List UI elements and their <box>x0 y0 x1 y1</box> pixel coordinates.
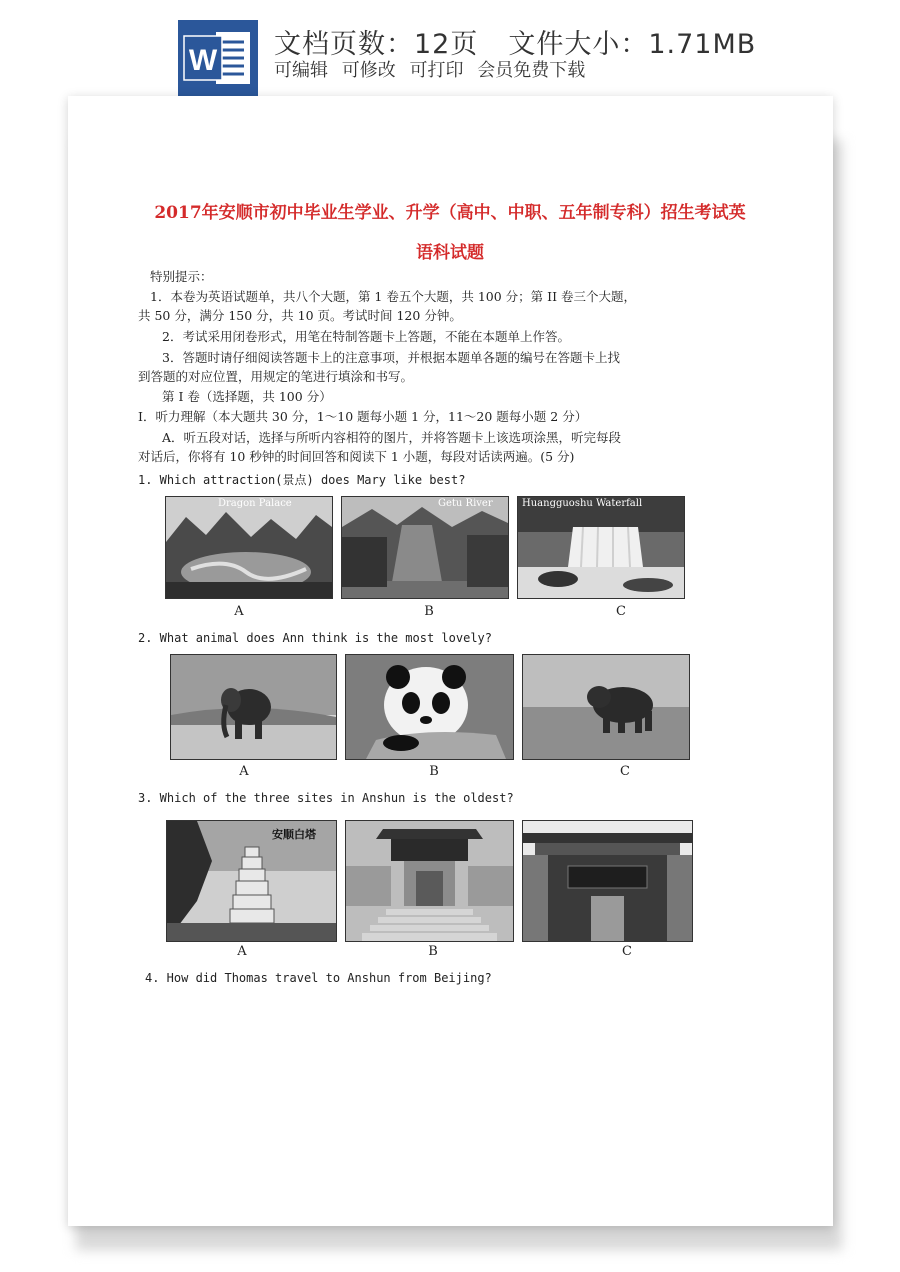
photo-dragon-palace <box>165 496 333 599</box>
svg-text:W: W <box>188 44 218 77</box>
section-heading: 第 I 卷（选择题，共 100 分） <box>162 389 332 404</box>
note-1a: 1．本卷为英语试题单，共八个大题，第 1 卷五个大题，共 100 分；第 II 卷三个大题， <box>150 289 636 304</box>
q3-option-a: A <box>237 944 247 959</box>
q2-option-c: C <box>620 764 630 779</box>
caption-huangguoshu-waterfall: Huangguoshu Waterfall <box>522 498 643 509</box>
download-banner <box>0 0 900 96</box>
listening-heading: I．听力理解（本大题共 30 分，1～10 题每小题 1 分，11～20 题每小题 2 分） <box>138 409 588 424</box>
doc-title-line1: 2017年安顺市初中毕业生学业、升学（高中、中职、五年制专科）招生考试英 <box>154 203 746 223</box>
q2-option-b: B <box>429 764 439 779</box>
q1-option-a: A <box>234 604 244 619</box>
file-size-label: 文件大小：1.71MB <box>508 29 757 60</box>
q1-option-b: B <box>424 604 434 619</box>
question-3: 3. Which of the three sites in Anshun is the oldest? <box>138 791 514 805</box>
photo-getu-river <box>341 496 509 599</box>
doc-title-line2: 语科试题 <box>416 243 484 263</box>
word-document-icon <box>178 20 258 96</box>
q3-option-b: B <box>428 944 438 959</box>
caption-white-pagoda: 安顺白塔 <box>272 828 316 841</box>
q3-option-c: C <box>622 944 632 959</box>
photo-panda <box>345 654 514 760</box>
photo-bear <box>522 654 690 760</box>
photo-huangguoshu-waterfall <box>517 496 685 599</box>
q2-option-a: A <box>239 764 249 779</box>
question-2: 2. What animal does Ann think is the most lovely? <box>138 631 493 645</box>
feature-member-download[interactable]: 会员免费下载 <box>477 60 586 81</box>
photo-elephant <box>170 654 337 760</box>
page-count-label: 文档页数：12页 <box>274 29 479 60</box>
feature-editable: 可编辑 <box>274 60 328 81</box>
note-3a: 3．答题时请仔细阅读答题卡上的注意事项，并根据本题单各题的编号在答题卡上找 <box>162 350 620 365</box>
note-3b: 到答题的对应位置，用规定的笔进行填涂和书写。 <box>138 369 414 384</box>
feature-modifiable: 可修改 <box>341 60 396 81</box>
question-1: 1. Which attraction(景点) does Mary like best? <box>138 473 466 487</box>
question-4: 4. How did Thomas travel to Anshun from Beijing? <box>145 971 492 985</box>
note-2: 2．考试采用闭卷形式，用笔在特制答题卡上答题，不能在本题单上作答。 <box>162 329 570 344</box>
note-1b: 共 50 分，满分 150 分，共 10 页。考试时间 120 分钟。 <box>138 308 462 323</box>
instruction-a2: 对话后，你将有 10 秒钟的时间回答和阅读下 1 小题，每段对话读两遍。(5 分) <box>138 449 575 464</box>
photo-temple-gate <box>345 820 514 942</box>
note-heading: 特别提示： <box>150 269 213 284</box>
instruction-a1: A．听五段对话，选择与所听内容相符的图片，并将答题卡上该选项涂黑，听完每段 <box>162 430 622 445</box>
photo-archway <box>522 820 693 942</box>
caption-dragon-palace: Dragon Palace <box>218 498 292 509</box>
q1-option-c: C <box>616 604 626 619</box>
caption-getu-river: Getu River <box>438 498 493 509</box>
feature-list <box>274 56 593 82</box>
feature-printable: 可打印 <box>409 60 464 81</box>
